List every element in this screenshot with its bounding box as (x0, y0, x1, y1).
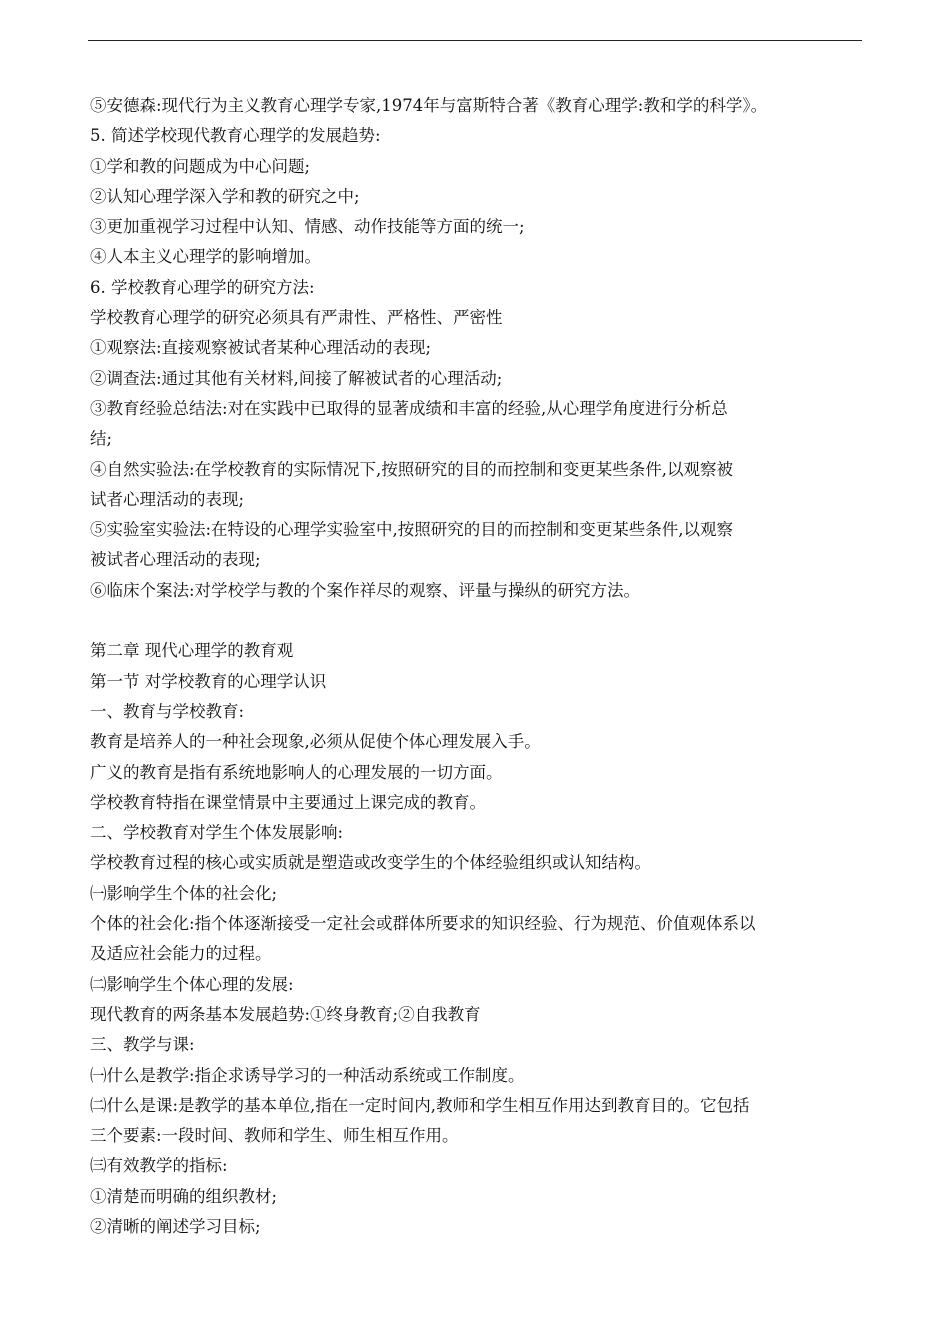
text-line: ④人本主义心理学的影响增加。 (90, 247, 321, 267)
text-line: ⑤实验室实验法:在特设的心理学实验室中,按照研究的目的而控制和变更某些条件,以观察 (90, 520, 734, 540)
text-line: 现代教育的两条基本发展趋势:①终身教育;②自我教育 (90, 1004, 481, 1024)
text-line: ㈢有效教学的指标: (90, 1156, 228, 1176)
text-line: 及适应社会能力的过程。 (90, 944, 272, 964)
text-line: ⑤安德森:现代行为主义教育心理学专家,1974年与富斯特合著《教育心理学:教和学的科学》。 (90, 96, 768, 115)
text-line: 学校教育心理学的研究必须具有严肃性、严格性、严密性 (90, 308, 503, 328)
blank-line (90, 606, 862, 636)
text-line: 5. 简述学校现代教育心理学的发展趋势: (90, 126, 381, 146)
text-line: ①学和教的问题成为中心问题; (90, 156, 311, 176)
text-line: 三个要素:一段时间、教师和学生、师生相互作用。 (90, 1126, 459, 1146)
text-line: ①清楚而明确的组织教材; (90, 1186, 278, 1206)
text-line: 被试者心理活动的表现; (90, 550, 261, 570)
text-line: 二、学校教育对学生个体发展影响: (90, 823, 344, 843)
text-line: ③更加重视学习过程中认知、情感、动作技能等方面的统一; (90, 217, 525, 237)
text-line: 6. 学校教育心理学的研究方法: (90, 277, 315, 297)
text-line: 教育是培养人的一种社会现象,必须从促使个体心理发展入手。 (90, 732, 541, 752)
text-line: ②清晰的阐述学习目标; (90, 1216, 261, 1236)
text-line: ④自然实验法:在学校教育的实际情况下,按照研究的目的而控制和变更某些条件,以观察被 (90, 459, 734, 479)
text-line: 试者心理活动的表现; (90, 489, 245, 509)
text-line: ①观察法:直接观察被试者某种心理活动的表现; (90, 338, 432, 358)
text-line: ㈡影响学生个体心理的发展: (90, 974, 294, 994)
text-line: 学校教育特指在课堂情景中主要通过上课完成的教育。 (90, 792, 486, 812)
text-line: ③教育经验总结法:对在实践中已取得的显著成绩和丰富的经验,从心理学角度进行分析总 (90, 398, 728, 418)
text-line: 个体的社会化:指个体逐渐接受一定社会或群体所要求的知识经验、行为规范、价值观体系以 (90, 914, 756, 934)
text-line: ㈠什么是教学:指企求诱导学习的一种活动系统或工作制度。 (90, 1065, 525, 1085)
document-body (90, 91, 862, 1242)
text-line: ②调查法:通过其他有关材料,间接了解被试者的心理活动; (90, 368, 503, 388)
text-line: ㈡什么是课:是教学的基本单位,指在一定时间内,教师和学生相互作用达到教育目的。它包括 (90, 1095, 750, 1115)
chapter-heading: 第二章 现代心理学的教育观 (90, 641, 294, 661)
text-line: 广义的教育是指有系统地影响人的心理发展的一切方面。 (90, 762, 503, 782)
text-line: ⑥临床个案法:对学校学与教的个案作祥尽的观察、评量与操纵的研究方法。 (90, 580, 641, 600)
text-line: 结; (90, 429, 113, 449)
text-line: ②认知心理学深入学和教的研究之中; (90, 186, 360, 206)
text-line: 一、教育与学校教育: (90, 701, 245, 721)
text-line: 学校教育过程的核心或实质就是塑造或改变学生的个体经验组织或认知结构。 (90, 853, 651, 873)
text-line: ㈠影响学生个体的社会化; (90, 883, 278, 903)
section-heading: 第一节 对学校教育的心理学认识 (90, 671, 327, 691)
header-rule (88, 40, 862, 41)
text-line: 三、教学与课: (90, 1035, 195, 1055)
